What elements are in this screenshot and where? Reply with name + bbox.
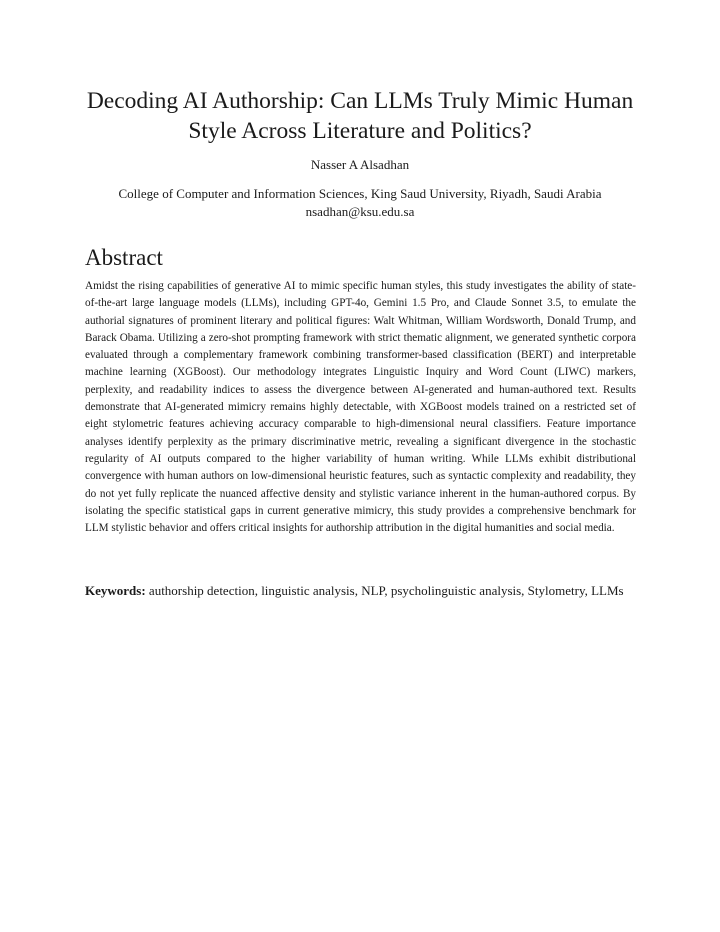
abstract-body: Amidst the rising capabilities of generative AI to mimic specific human styles, this study investigates the ability of state-of-the-art large language models (LLMs), including GPT-4o, Gemini 1.5 Pro, and Claude Sonnet 3.5, to emulate the authorial signatures of prominent literary and political figures: Walt Whitman, William Wordsworth, Donald Trump, and Barack Obama. Utilizing a zero-shot prompting framework with strict thematic alignment, we generated synthetic corpora evaluated through a complementary framework combining transformer-based classification (BERT) and interpretable machine learning (XGBoost). Our methodology integrates Linguistic Inquiry and Word Count (LIWC) markers, perplexity, and readability indices to assess the divergence between AI-generated and human-authored text. Results demonstrate that AI-generated mimicry remains highly detectable, with XGBoost models trained on a restricted set of eight stylometric features achieving accuracy comparable to high-dimensional neural classifiers. Feature importance analyses identify perplexity as the primary discriminative metric, revealing a significant divergence in the stochastic regularity of AI outputs compared to the higher variability of human writing. While LLMs exhibit distributional convergence with human authors on low-dimensional heuristic features, such as syntactic complexity and readability, they do not yet fully replicate the nuanced affective density and stylistic variance inherent in the human-authored corpus. By isolating the specific statistical gaps in current generative mimicry, this study provides a comprehensive benchmark for LLM stylistic behavior and offers critical insights for authorship attribution in the digital humanities and social media. — [85, 280, 636, 535]
abstract-heading: Abstract — [85, 245, 163, 270]
keywords-line — [85, 582, 636, 600]
keywords-text: authorship detection, linguistic analysis, NLP, psycholinguistic analysis, Stylometry, LLMs — [148, 583, 624, 598]
author-email: nsadhan@ksu.edu.sa — [305, 204, 415, 219]
author-name: Nasser A Alsadhan — [310, 157, 410, 172]
paper-title: Decoding AI Authorship: Can LLMs Truly Mimic Human Style Across Literature and Politics? — [86, 88, 634, 144]
keywords-label: Keywords: — [85, 583, 146, 598]
author-affiliation: College of Computer and Information Sciences, King Saud University, Riyadh, Saudi Arabia — [118, 186, 602, 201]
